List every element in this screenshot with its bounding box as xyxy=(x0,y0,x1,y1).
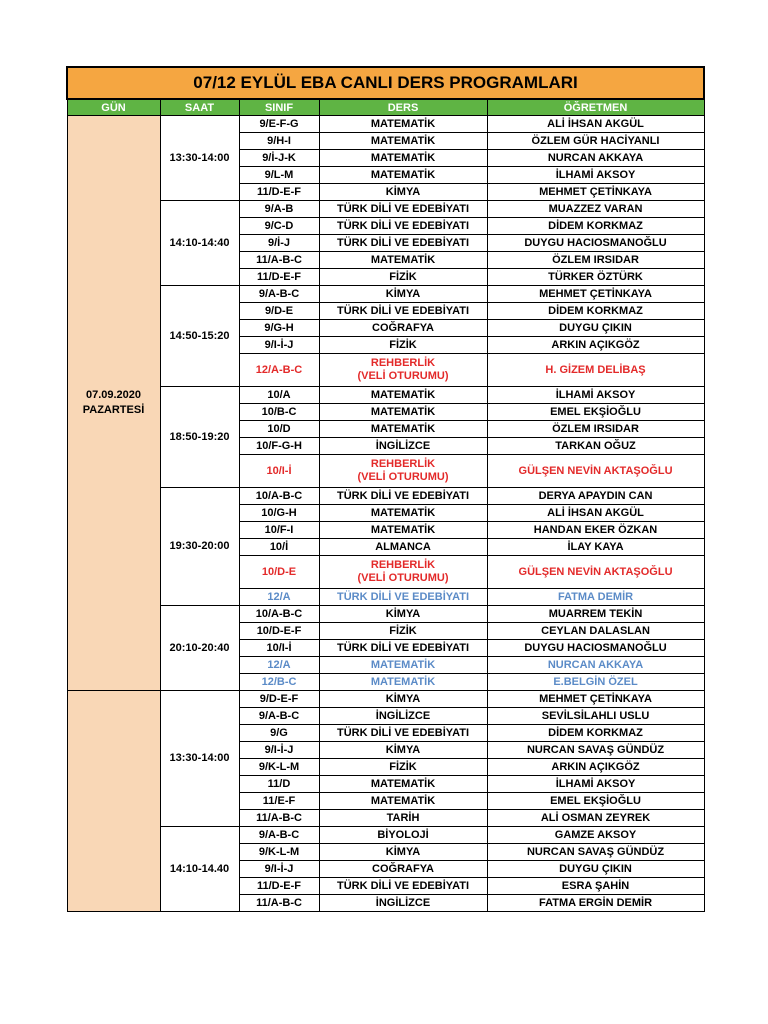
lesson-cell: ALMANCA xyxy=(319,539,487,556)
lesson-cell: TARİH xyxy=(319,810,487,827)
lesson-cell: TÜRK DİLİ VE EDEBİYATI xyxy=(319,201,487,218)
teacher-cell: TÜRKER ÖZTÜRK xyxy=(487,269,704,286)
class-cell: 10/A xyxy=(239,387,319,404)
class-cell: 9/K-L-M xyxy=(239,759,319,776)
lesson-cell: TÜRK DİLİ VE EDEBİYATI xyxy=(319,235,487,252)
column-header-ders: DERS xyxy=(319,99,487,116)
teacher-cell: MUAZZEZ VARAN xyxy=(487,201,704,218)
lesson-cell: MATEMATİK xyxy=(319,404,487,421)
teacher-cell: DİDEM KORKMAZ xyxy=(487,218,704,235)
lesson-cell: KİMYA xyxy=(319,742,487,759)
teacher-cell: MEHMET ÇETİNKAYA xyxy=(487,184,704,201)
schedule-table xyxy=(66,66,705,912)
class-cell: 11/A-B-C xyxy=(239,895,319,912)
lesson-cell: İNGİLİZCE xyxy=(319,895,487,912)
teacher-cell: ALİ İHSAN AKGÜL xyxy=(487,505,704,522)
lesson-cell xyxy=(319,354,487,387)
schedule-body xyxy=(67,116,704,912)
class-cell: 9/A-B-C xyxy=(239,827,319,844)
lesson-cell xyxy=(319,455,487,488)
class-cell: 9/I-İ-J xyxy=(239,742,319,759)
class-cell: 9/C-D xyxy=(239,218,319,235)
class-cell: 9/A-B-C xyxy=(239,708,319,725)
table-row xyxy=(67,387,704,404)
teacher-cell: ALİ İHSAN AKGÜL xyxy=(487,116,704,133)
lesson-cell: FİZİK xyxy=(319,269,487,286)
teacher-cell: DUYGU ÇIKIN xyxy=(487,320,704,337)
lesson-cell: MATEMATİK xyxy=(319,776,487,793)
lesson-cell: FİZİK xyxy=(319,623,487,640)
class-cell: 12/A-B-C xyxy=(239,354,319,387)
class-cell: 11/D xyxy=(239,776,319,793)
teacher-cell: SEVİLSİLAHLI USLU xyxy=(487,708,704,725)
teacher-cell: FATMA DEMİR xyxy=(487,589,704,606)
teacher-cell: GÜLŞEN NEVİN AKTAŞOĞLU xyxy=(487,455,704,488)
lesson-cell: KİMYA xyxy=(319,606,487,623)
lesson-cell: TÜRK DİLİ VE EDEBİYATI xyxy=(319,640,487,657)
teacher-cell: EMEL EKŞİOĞLU xyxy=(487,793,704,810)
lesson-cell: TÜRK DİLİ VE EDEBİYATI xyxy=(319,488,487,505)
class-cell: 10/A-B-C xyxy=(239,488,319,505)
class-cell: 9/E-F-G xyxy=(239,116,319,133)
lesson-cell: TÜRK DİLİ VE EDEBİYATI xyxy=(319,303,487,320)
lesson-line-1: REHBERLİK xyxy=(370,458,436,470)
teacher-cell: İLHAMİ AKSOY xyxy=(487,776,704,793)
teacher-cell: ARKIN AÇIKGÖZ xyxy=(487,337,704,354)
class-cell: 10/İ xyxy=(239,539,319,556)
class-cell: 11/A-B-C xyxy=(239,810,319,827)
lesson-cell: MATEMATİK xyxy=(319,252,487,269)
day-cell xyxy=(67,116,160,691)
column-header-sinif: SINIF xyxy=(239,99,319,116)
lesson-cell: MATEMATİK xyxy=(319,793,487,810)
teacher-cell: ARKIN AÇIKGÖZ xyxy=(487,759,704,776)
class-cell: 9/K-L-M xyxy=(239,844,319,861)
teacher-cell: FATMA ERGİN DEMİR xyxy=(487,895,704,912)
class-cell: 10/F-I xyxy=(239,522,319,539)
time-slot-cell: 18:50-19:20 xyxy=(160,387,239,488)
column-header-ogretmen: ÖĞRETMEN xyxy=(487,99,704,116)
teacher-cell: NURCAN SAVAŞ GÜNDÜZ xyxy=(487,844,704,861)
lesson-cell xyxy=(319,556,487,589)
teacher-cell: İLAY KAYA xyxy=(487,539,704,556)
lesson-cell: MATEMATİK xyxy=(319,150,487,167)
teacher-cell: GAMZE AKSOY xyxy=(487,827,704,844)
table-row xyxy=(67,606,704,623)
lesson-cell: MATEMATİK xyxy=(319,387,487,404)
lesson-cell: KİMYA xyxy=(319,286,487,303)
page-title: 07/12 EYLÜL EBA CANLI DERS PROGRAMLARI xyxy=(67,67,704,99)
time-slot-cell: 20:10-20:40 xyxy=(160,606,239,691)
class-cell: 9/İ-J xyxy=(239,235,319,252)
class-cell: 10/D xyxy=(239,421,319,438)
lesson-cell: MATEMATİK xyxy=(319,116,487,133)
teacher-cell: CEYLAN DALASLAN xyxy=(487,623,704,640)
teacher-cell: NURCAN SAVAŞ GÜNDÜZ xyxy=(487,742,704,759)
table-row xyxy=(67,116,704,133)
lesson-cell: BİYOLOJİ xyxy=(319,827,487,844)
class-cell: 10/B-C xyxy=(239,404,319,421)
column-header-saat: SAAT xyxy=(160,99,239,116)
teacher-cell: DİDEM KORKMAZ xyxy=(487,303,704,320)
teacher-cell: ÖZLEM IRSIDAR xyxy=(487,421,704,438)
class-cell: 9/İ-J-K xyxy=(239,150,319,167)
lesson-cell: MATEMATİK xyxy=(319,133,487,150)
lesson-line-2: (VELİ OTURUMU) xyxy=(357,370,449,382)
class-cell: 9/D-E-F xyxy=(239,691,319,708)
day-date: 07.09.2020 xyxy=(85,389,142,401)
table-row xyxy=(67,488,704,505)
teacher-cell: ÖZLEM GÜR HACİYANLI xyxy=(487,133,704,150)
time-slot-cell: 13:30-14:00 xyxy=(160,116,239,201)
class-cell: 9/I-İ-J xyxy=(239,861,319,878)
teacher-cell: NURCAN AKKAYA xyxy=(487,150,704,167)
time-slot-cell: 13:30-14:00 xyxy=(160,691,239,827)
lesson-cell: KİMYA xyxy=(319,691,487,708)
table-row xyxy=(67,691,704,708)
class-cell: 9/A-B-C xyxy=(239,286,319,303)
teacher-cell: H. GİZEM DELİBAŞ xyxy=(487,354,704,387)
column-header-row xyxy=(67,99,704,116)
teacher-cell: İLHAMİ AKSOY xyxy=(487,167,704,184)
teacher-cell: HANDAN EKER ÖZKAN xyxy=(487,522,704,539)
lesson-cell: MATEMATİK xyxy=(319,167,487,184)
lesson-cell: İNGİLİZCE xyxy=(319,438,487,455)
class-cell: 10/F-G-H xyxy=(239,438,319,455)
time-slot-cell: 14:10-14:40 xyxy=(160,201,239,286)
class-cell: 11/A-B-C xyxy=(239,252,319,269)
lesson-cell: TÜRK DİLİ VE EDEBİYATI xyxy=(319,589,487,606)
lesson-cell: KİMYA xyxy=(319,184,487,201)
lesson-cell: TÜRK DİLİ VE EDEBİYATI xyxy=(319,878,487,895)
lesson-cell: FİZİK xyxy=(319,759,487,776)
column-header-gun: GÜN xyxy=(67,99,160,116)
day-cell xyxy=(67,691,160,912)
class-cell: 11/D-E-F xyxy=(239,184,319,201)
teacher-cell: E.BELGİN ÖZEL xyxy=(487,674,704,691)
class-cell: 11/E-F xyxy=(239,793,319,810)
class-cell: 10/I-İ xyxy=(239,455,319,488)
class-cell: 9/G xyxy=(239,725,319,742)
table-row xyxy=(67,286,704,303)
class-cell: 10/D-E-F xyxy=(239,623,319,640)
lesson-cell: MATEMATİK xyxy=(319,522,487,539)
teacher-cell: TARKAN OĞUZ xyxy=(487,438,704,455)
teacher-cell: EMEL EKŞİOĞLU xyxy=(487,404,704,421)
teacher-cell: DERYA APAYDIN CAN xyxy=(487,488,704,505)
lesson-cell: İNGİLİZCE xyxy=(319,708,487,725)
time-slot-cell: 14:10-14.40 xyxy=(160,827,239,912)
teacher-cell: ALİ OSMAN ZEYREK xyxy=(487,810,704,827)
lesson-cell: TÜRK DİLİ VE EDEBİYATI xyxy=(319,725,487,742)
lesson-cell: FİZİK xyxy=(319,337,487,354)
lesson-cell: TÜRK DİLİ VE EDEBİYATI xyxy=(319,218,487,235)
teacher-cell: NURCAN AKKAYA xyxy=(487,657,704,674)
teacher-cell: ESRA ŞAHİN xyxy=(487,878,704,895)
teacher-cell: GÜLŞEN NEVİN AKTAŞOĞLU xyxy=(487,556,704,589)
lesson-line-2: (VELİ OTURUMU) xyxy=(357,471,449,483)
class-cell: 12/A xyxy=(239,657,319,674)
class-cell: 9/I-İ-J xyxy=(239,337,319,354)
teacher-cell: DUYGU HACIOSMANOĞLU xyxy=(487,640,704,657)
lesson-cell: MATEMATİK xyxy=(319,674,487,691)
class-cell: 12/B-C xyxy=(239,674,319,691)
class-cell: 11/D-E-F xyxy=(239,269,319,286)
lesson-cell: KİMYA xyxy=(319,844,487,861)
teacher-cell: MEHMET ÇETİNKAYA xyxy=(487,691,704,708)
lesson-cell: MATEMATİK xyxy=(319,657,487,674)
class-cell: 9/A-B xyxy=(239,201,319,218)
time-slot-cell: 14:50-15:20 xyxy=(160,286,239,387)
lesson-line-1: REHBERLİK xyxy=(370,357,436,369)
lesson-cell: MATEMATİK xyxy=(319,421,487,438)
class-cell: 9/D-E xyxy=(239,303,319,320)
table-row xyxy=(67,827,704,844)
class-cell: 9/L-M xyxy=(239,167,319,184)
lesson-cell: COĞRAFYA xyxy=(319,320,487,337)
class-cell: 12/A xyxy=(239,589,319,606)
time-slot-cell: 19:30-20:00 xyxy=(160,488,239,606)
teacher-cell: DİDEM KORKMAZ xyxy=(487,725,704,742)
lesson-cell: MATEMATİK xyxy=(319,505,487,522)
teacher-cell: DUYGU ÇIKIN xyxy=(487,861,704,878)
lesson-line-2: (VELİ OTURUMU) xyxy=(357,572,449,584)
class-cell: 10/A-B-C xyxy=(239,606,319,623)
table-row xyxy=(67,201,704,218)
teacher-cell: İLHAMİ AKSOY xyxy=(487,387,704,404)
schedule-sheet xyxy=(66,66,703,912)
teacher-cell: ÖZLEM IRSIDAR xyxy=(487,252,704,269)
class-cell: 10/G-H xyxy=(239,505,319,522)
class-cell: 11/D-E-F xyxy=(239,878,319,895)
class-cell: 10/I-İ xyxy=(239,640,319,657)
day-weekday: PAZARTESİ xyxy=(82,404,145,416)
lesson-cell: COĞRAFYA xyxy=(319,861,487,878)
teacher-cell: DUYGU HACIOSMANOĞLU xyxy=(487,235,704,252)
teacher-cell: MEHMET ÇETİNKAYA xyxy=(487,286,704,303)
class-cell: 10/D-E xyxy=(239,556,319,589)
lesson-line-1: REHBERLİK xyxy=(370,559,436,571)
teacher-cell: MUARREM TEKİN xyxy=(487,606,704,623)
class-cell: 9/H-I xyxy=(239,133,319,150)
class-cell: 9/G-H xyxy=(239,320,319,337)
